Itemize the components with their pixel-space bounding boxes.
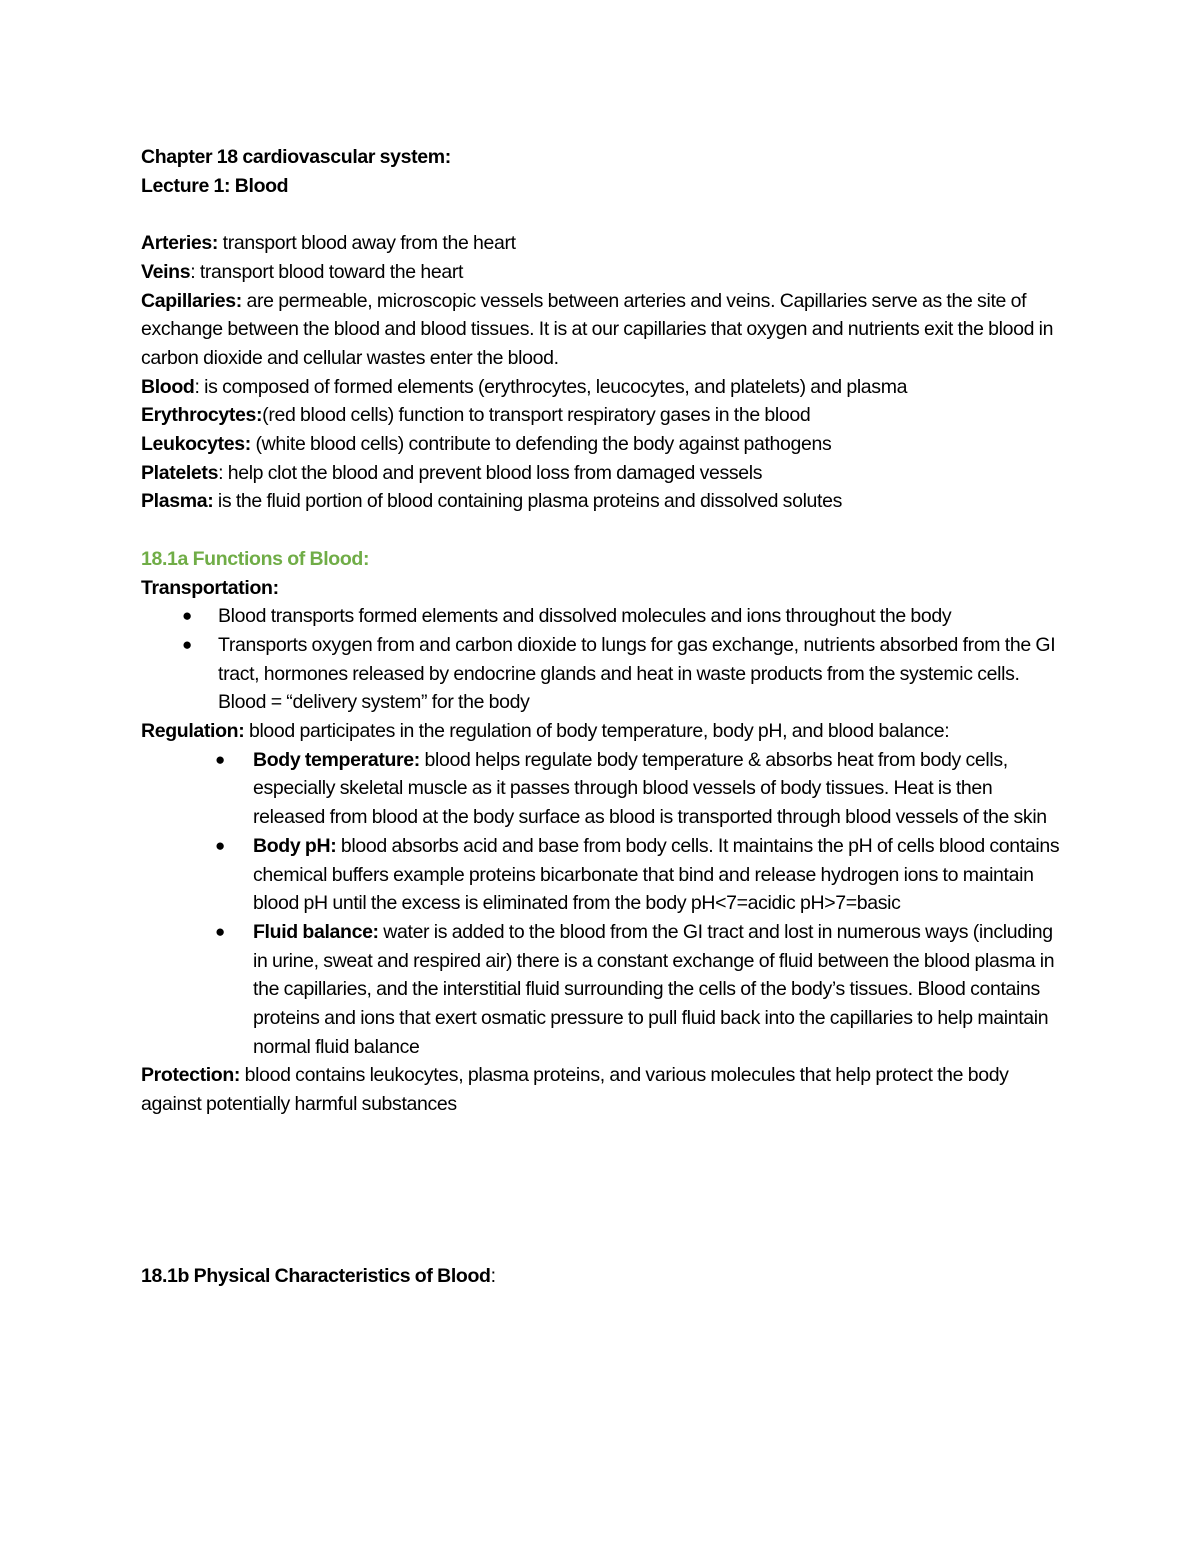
definition-term: Platelets — [141, 461, 219, 484]
definition-leukocytes — [141, 430, 1066, 459]
section-heading-functions: 18.1a Functions of Blood: — [141, 547, 370, 570]
definition-term: Leukocytes: — [141, 433, 251, 456]
definition-text: : transport blood toward the heart — [190, 260, 464, 283]
blank-line — [141, 200, 1066, 229]
list-item — [141, 832, 1066, 918]
regulation-text: blood participates in the regulation of body temperature, body pH, and blood balance: — [244, 720, 950, 743]
list-item-term: Body temperature: — [253, 748, 420, 771]
list-item-term: Body pH: — [253, 834, 337, 857]
definition-term: Veins — [141, 260, 191, 283]
definition-term: Blood — [141, 375, 195, 398]
list-item-text: water is added to the blood from the GI tract and lost in numerous ways (including in urine, sweat and respired air) there is a constant exchange of fluid between the blood plasma in the capillaries, and the interstitial fluid surrounding the cells of the body’s tissues. Blood contains proteins and ions that exert osmatic pressure to pull fluid back into the capillaries to help maintain normal fluid balance — [253, 920, 1055, 1058]
definition-term: Capillaries: — [141, 289, 242, 312]
definition-veins — [141, 258, 1066, 287]
blank-space — [141, 1119, 1066, 1262]
regulation-list — [141, 746, 1066, 1062]
bullet-icon: ● — [215, 921, 225, 941]
transportation-list — [141, 602, 1066, 717]
definition-term: Plasma: — [141, 490, 214, 513]
section-heading-physical-characteristics — [141, 1262, 1066, 1291]
protection-label: Protection: — [141, 1064, 241, 1087]
list-item-text: blood helps regulate body temperature & absorbs heat from body cells, especially skeletal muscle as it passes through blood vessels of body tissues. Heat is then released from blood at the body surface as blood is transported through blood vessels of the skin — [253, 748, 1047, 829]
regulation-paragraph — [141, 717, 1066, 746]
bullet-icon: ● — [215, 835, 225, 855]
lecture-title: Lecture 1: Blood — [141, 174, 289, 197]
list-item — [141, 631, 1066, 717]
bullet-icon: ● — [215, 749, 225, 769]
definition-arteries — [141, 229, 1066, 258]
definition-text: is the fluid portion of blood containing plasma proteins and dissolved solutes — [213, 490, 843, 513]
definition-text: are permeable, microscopic vessels between arteries and veins. Capillaries serve as the site of exchange between the blood and blood tissues. It is at our capillaries that oxygen and nutrients exit the blood in carbon dioxide and cellular wastes enter the blood. — [141, 289, 1054, 369]
definition-plasma — [141, 487, 1066, 516]
definition-term: Erythrocytes: — [141, 404, 263, 427]
list-item-text: Transports oxygen from and carbon dioxide to lungs for gas exchange, nutrients absorbed from the GI tract, hormones released by endocrine glands and heat in waste products from the systemic cells. Blood = “delivery system” for the body — [218, 633, 1056, 714]
transportation-label: Transportation: — [141, 576, 279, 599]
definition-blood — [141, 373, 1066, 402]
section-heading-text: 18.1b Physical Characteristics of Blood — [141, 1264, 491, 1287]
protection-text: blood contains leukocytes, plasma proteins, and various molecules that help protect the body against potentially harmful substances — [141, 1064, 1009, 1116]
definition-capillaries — [141, 287, 1066, 373]
protection-paragraph — [141, 1061, 1066, 1118]
list-item-text: Blood transports formed elements and dissolved molecules and ions throughout the body — [218, 605, 952, 628]
list-item-term: Fluid balance: — [253, 920, 379, 943]
regulation-label: Regulation: — [141, 720, 245, 743]
definition-term: Arteries: — [141, 232, 219, 255]
chapter-title: Chapter 18 cardiovascular system: — [141, 146, 451, 168]
definition-erythrocytes — [141, 401, 1066, 430]
list-item — [141, 746, 1066, 832]
list-item — [141, 602, 1066, 631]
definition-text: transport blood away from the heart — [218, 232, 516, 255]
list-item-text: blood absorbs acid and base from body cells. It maintains the pH of cells blood contains chemical buffers example proteins bicarbonate that bind and release hydrogen ions to maintain blood pH until the excess is eliminated from the body pH<7=acidic pH>7=basic — [253, 834, 1060, 915]
bullet-icon: ● — [182, 634, 192, 654]
section-heading-colon: : — [490, 1264, 496, 1287]
bullet-icon: ● — [182, 606, 192, 626]
definition-text: : is composed of formed elements (erythrocytes, leucocytes, and platelets) and plasma — [194, 375, 908, 398]
definition-text: (red blood cells) function to transport respiratory gases in the blood — [262, 404, 811, 427]
list-item — [141, 918, 1066, 1062]
definition-platelets — [141, 459, 1066, 488]
definition-text: : help clot the blood and prevent blood loss from damaged vessels — [218, 461, 763, 484]
blank-line — [141, 516, 1066, 545]
document-body — [141, 143, 1066, 1291]
definition-text: (white blood cells) contribute to defending the body against pathogens — [250, 433, 832, 456]
